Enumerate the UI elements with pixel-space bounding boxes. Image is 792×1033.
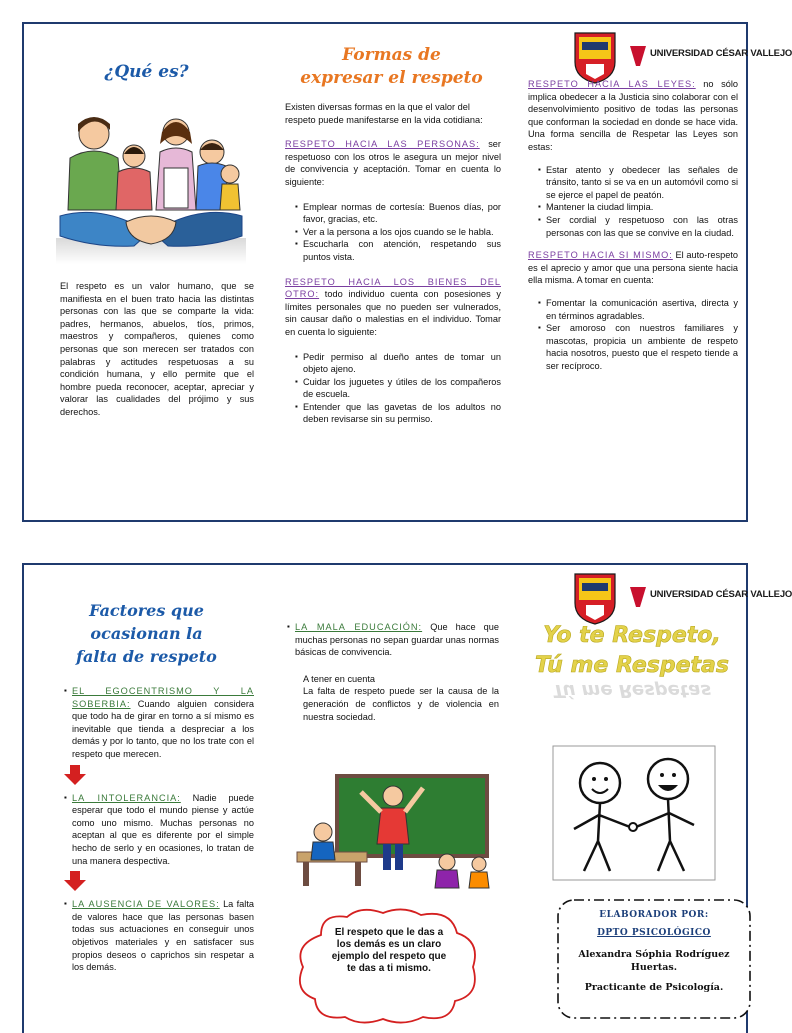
egocentrismo-heading: EL EGOCENTRISMO Y LA SOBERBIA: [72, 686, 254, 709]
respeto-leyes-text: no sólo implica obedecer a la Justicia sino colaborar con el desenvolvimiento positivo de todas las personas que conforman la sociedad en donde se hace vida. Una forma sencilla de Respetar las Leyes son estas: [528, 79, 738, 152]
slogan-line1: Yo te Respeto, [543, 623, 721, 648]
factores-list [64, 898, 254, 974]
respeto-personas-paragraph [285, 138, 501, 188]
school-crest-logo [572, 571, 618, 625]
slogan-line2: Tú me Respetas [535, 653, 729, 678]
respeto-si-mismo-list [528, 297, 738, 373]
leyes-content [528, 78, 738, 372]
list-item [64, 685, 254, 761]
friends-handshake-illustration [552, 745, 716, 881]
quote-cloud-text: El respeto que le das a los demás es un claro ejemplo del respeto que te das a ti mismo. [331, 927, 447, 974]
respeto-bienes-text: todo individuo cuenta con posesiones y límites personales que no pueden ser vulnerados, sin causar daño o malestias en el individuo. Tomar en cuenta lo siguiente: [285, 289, 501, 337]
factores-title-line3: falta de respeto [76, 647, 217, 666]
list-item: ▪ Ser amoroso con nuestros familiares y mascotas, propicia un ambiente de respeto hacia nosotros, puesto que el respeto tiende a ser recíproco. [538, 322, 738, 372]
factores-content [64, 685, 254, 974]
formas-title-line1: Formas de [342, 45, 441, 65]
list-item [64, 792, 254, 868]
slogan [522, 621, 742, 699]
mala-educacion-list [287, 621, 499, 659]
ucv-logo [630, 581, 792, 613]
ucv-emblem-icon [630, 46, 646, 66]
list-item: ▪ Entender que las gavetas de los adultos no deben revisarse sin su permiso. [295, 401, 501, 426]
ausencia-valores-text: La falta de valores hace que las personas basen todas sus actuaciones en conseguir unos objetivos materiales y en satisfacer sus propios deseos o caprichos sin respetar a los demás. [72, 899, 254, 973]
respeto-leyes-list [528, 164, 738, 240]
credit-role: Practicante de Psicología. [584, 982, 724, 993]
brochure-page-2 [22, 563, 792, 1033]
column-mala-educacion [269, 565, 514, 1033]
column-portada [514, 565, 792, 1033]
intolerancia-text: Nadie puede esperar que todo el mundo piense y actúe como uno mismo. Muchas personas no aceptan al que es diferente por el simple hecho de serlo y en ocasiones, lo tratan de una manera despectiva. [72, 792, 254, 866]
factores-list [64, 792, 254, 868]
column-respeto-leyes [514, 24, 792, 520]
down-arrow-icon [64, 765, 86, 785]
formas-intro: Existen diversas formas en la que el valor del respeto puede manifestarse en la vida cotidiana: [285, 102, 483, 125]
mala-educacion-content [287, 621, 499, 723]
brochure-page-1 [22, 22, 792, 522]
respeto-si-mismo-heading: RESPETO HACIA SI MISMO: [528, 250, 673, 261]
formas-title [269, 44, 514, 90]
classroom-illustration [297, 770, 493, 888]
factores-title-line2: ocasionan la [90, 624, 203, 643]
list-item: ▪ Fomentar la comunicación asertiva, directa y en términos agradables. [538, 297, 738, 322]
credit-content [556, 898, 752, 1020]
ucv-logo [630, 40, 792, 72]
down-arrow-icon [64, 871, 86, 891]
list-item: ▪ Estar atento y obedecer las señales de tránsito, tanto si se va en un automóvil como si se ejerce el papel de peatón. [538, 164, 738, 202]
que-es-body: El respeto es un valor humano, que se manifiesta en el buen trato hacia las distintas personas con las que se comparte la vida: padres, hermanos, abuelos, tíos, primos, maestros y compañeros, quienes como personas que son merecen ser tratados con palabras y actitudes respetuosas a su condición humana, y ello permite que el hombre pueda reconocer, aceptar, apreciar y valorar las cualidades del prójimo y sus derechos. [60, 281, 254, 417]
respeto-bienes-heading: RESPETO HACIA LOS BIENES DEL OTRO: [285, 276, 501, 300]
respeto-si-mismo-paragraph [528, 249, 738, 287]
credit-name: Alexandra Sóphia Rodríguez Huertas. [578, 949, 730, 973]
list-item [64, 898, 254, 974]
ausencia-valores-heading: LA AUSENCIA DE VALORES: [72, 899, 220, 910]
formas-title-line2: expresar el respeto [300, 68, 483, 88]
credit-box [556, 898, 752, 1020]
ucv-name: UNIVERSIDAD CÉSAR VALLEJO [650, 589, 792, 600]
egocentrismo-text: Cuando alguien considera que todo ha de girar en torno a sí mismo es inevitable que tienda a despreciar a los demás y por lo tanto, que no los trate con el respeto que merecen. [72, 698, 254, 759]
list-item: ▪ Ver a la persona a los ojos cuando se le habla. [295, 226, 501, 239]
que-es-title: ¿Qué es? [104, 62, 189, 82]
column-que-es [24, 24, 269, 520]
list-item [287, 621, 499, 659]
list-item: ▪ Cuidar los juguetes y útiles de los compañeros de escuela. [295, 376, 501, 401]
column-formas-respeto [269, 24, 514, 520]
respeto-bienes-list [285, 351, 501, 427]
list-item: ▪ Mantener la ciudad limpia. [538, 201, 738, 214]
credit-dept: DPTO PSICOLÓGICO [597, 928, 711, 938]
note-text: La falta de respeto puede ser la causa de la generación de conflictos y de violencia en nuestra sociedad. [303, 686, 499, 722]
list-item: ▪ Pedir permiso al dueño antes de tomar un objeto ajeno. [295, 351, 501, 376]
list-item: ▪ Escucharla con atención, respetando sus puntos vista. [295, 238, 501, 263]
respeto-personas-text: ser respetuoso con los otros le asegura un mejor nivel de convivencia y aceptación. Tomar en cuenta lo siguiente: [285, 139, 501, 187]
respeto-personas-list [285, 201, 501, 264]
ucv-name: UNIVERSIDAD CÉSAR VALLEJO [650, 48, 792, 59]
credit-label: ELABORADOR POR: [599, 910, 709, 920]
respeto-personas-heading: RESPETO HACIA LAS PERSONAS: [285, 139, 480, 150]
intolerancia-heading: LA INTOLERANCIA: [72, 792, 181, 803]
note-title: A tener en cuenta [303, 673, 376, 684]
mala-educacion-text: Que hace que muchas personas no sepan guardar unas normas básicas de convivencia. [295, 622, 499, 658]
mala-educacion-heading: LA MALA EDUCACIÓN: [295, 622, 423, 632]
slogan-reflection: Tú me Respetas [552, 680, 712, 701]
column-factores [24, 565, 269, 1033]
family-handshake-illustration [56, 98, 246, 264]
factores-title-line1: Factores que [89, 601, 204, 620]
respeto-si-mismo-text: El auto-respeto es el aprecio y amor que una persona siente hacia ella misma. A tomar en cuenta: [528, 250, 738, 286]
respeto-leyes-heading: RESPETO HACIA LAS LEYES: [528, 79, 696, 89]
factores-list [64, 685, 254, 761]
respeto-leyes-paragraph [528, 78, 738, 154]
formas-content [285, 101, 501, 426]
respeto-bienes-paragraph [285, 276, 501, 339]
school-crest-logo [572, 30, 618, 84]
ucv-emblem-icon [630, 587, 646, 607]
list-item: ▪ Ser cordial y respetuoso con las otras personas con las que se convive en la ciudad. [538, 214, 738, 239]
list-item: ▪ Emplear normas de cortesía: Buenos días, por favor, gracias, etc. [295, 201, 501, 226]
factores-title [24, 599, 269, 668]
